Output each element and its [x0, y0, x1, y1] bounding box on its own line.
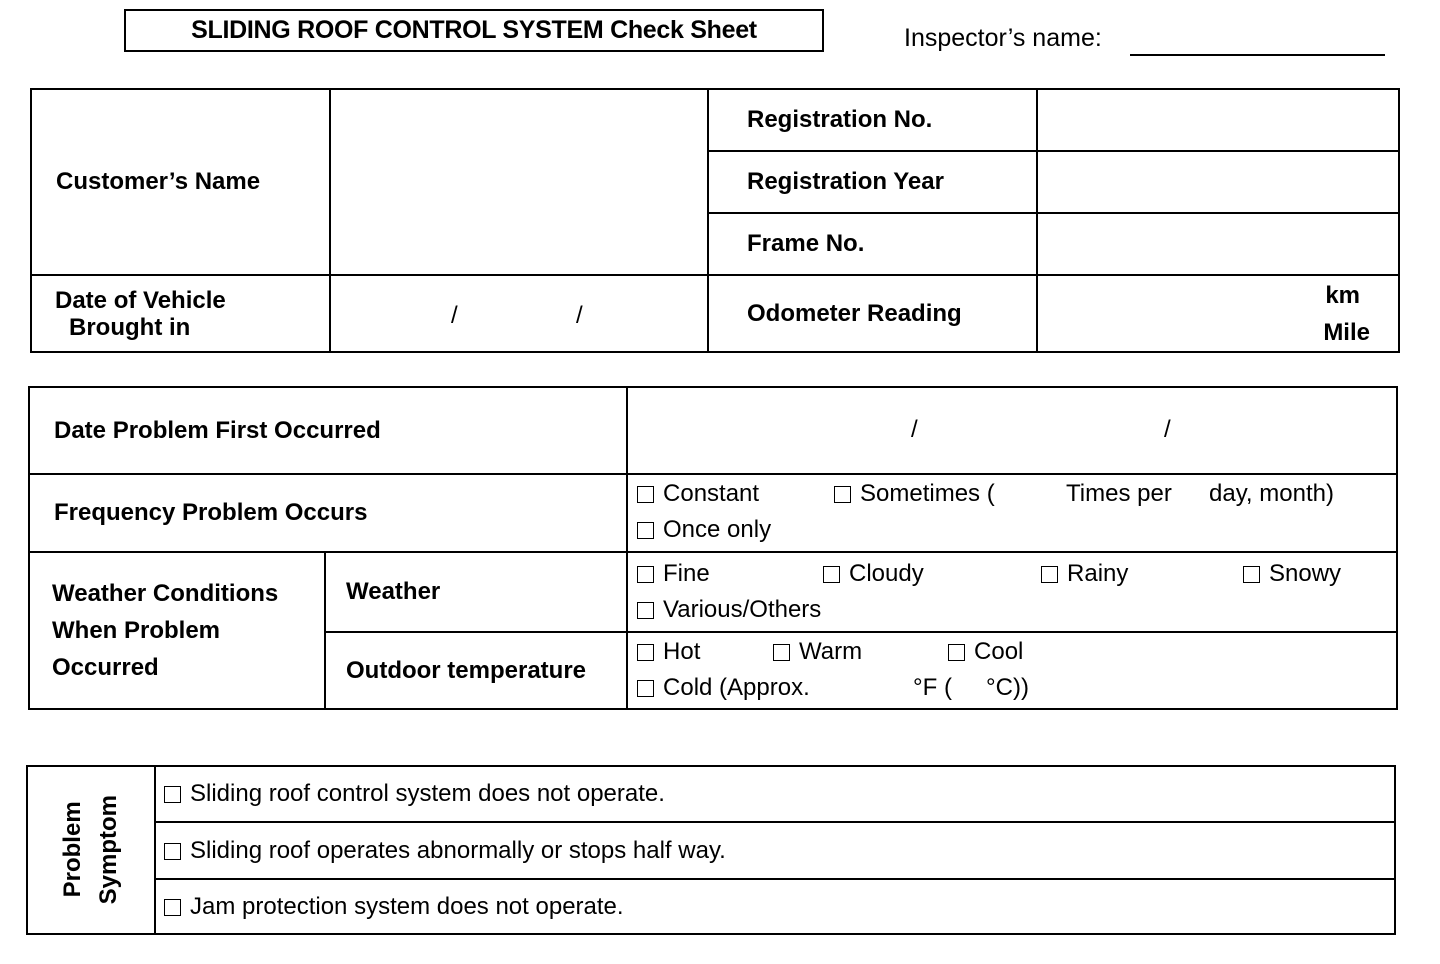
- checkbox[interactable]: [637, 680, 654, 697]
- heading-line2: Symptom: [95, 795, 122, 905]
- option-label: Constant: [663, 480, 760, 507]
- temp-unit-f: °F (: [913, 674, 952, 701]
- symptom-row[interactable]: [155, 879, 1395, 934]
- option-once-only[interactable]: [637, 516, 771, 544]
- symptom-label: Sliding roof operates abnormally or stops half way.: [190, 836, 726, 864]
- checkbox[interactable]: [164, 786, 181, 803]
- checkbox[interactable]: [637, 486, 654, 503]
- weather-conditions-line2: When Problem: [52, 617, 221, 644]
- odometer-reading-field[interactable]: [1037, 275, 1399, 352]
- option-various-others[interactable]: [637, 596, 821, 624]
- weather-options: [627, 552, 1397, 632]
- outdoor-temperature-label: Outdoor temperature: [325, 632, 627, 709]
- frame-no-label: Frame No.: [708, 213, 1037, 275]
- temperature-options: [627, 632, 1397, 709]
- unit-km: km: [1325, 281, 1360, 309]
- registration-no-label: Registration No.: [708, 89, 1037, 151]
- date-brought-in-line1: Date of Vehicle: [55, 286, 226, 314]
- option-warm[interactable]: [773, 638, 862, 666]
- checkbox[interactable]: [773, 644, 790, 661]
- checkbox[interactable]: [834, 486, 851, 503]
- checkbox[interactable]: [637, 522, 654, 539]
- odometer-reading-label: Odometer Reading: [708, 275, 1037, 352]
- unit-mile: Mile: [1323, 318, 1370, 346]
- heading-line1: Problem: [59, 801, 86, 899]
- weather-conditions-line3: Occurred: [52, 654, 159, 681]
- times-per-label: Times per: [1066, 480, 1172, 507]
- symptom-row[interactable]: [155, 766, 1395, 822]
- option-label: Once only: [663, 516, 772, 543]
- option-cool[interactable]: [948, 638, 1023, 666]
- option-label: Warm: [799, 638, 863, 665]
- option-fine[interactable]: [637, 560, 710, 588]
- weather-conditions-line1: Weather Conditions: [52, 580, 279, 607]
- checkbox[interactable]: [1041, 566, 1058, 583]
- option-cold[interactable]: [637, 674, 810, 702]
- customer-name-label: Customer’s Name: [31, 89, 330, 275]
- symptom-label: Sliding roof control system does not operate.: [190, 780, 665, 807]
- date-first-occurred-field[interactable]: [627, 387, 1397, 474]
- inspector-name-label: Inspector’s name:: [904, 24, 1102, 52]
- option-label: Snowy: [1269, 560, 1342, 587]
- weather-label: Weather: [325, 552, 627, 632]
- problem-symptom-heading: [27, 766, 155, 934]
- inspector-name-field[interactable]: [1130, 54, 1385, 56]
- registration-year-label: Registration Year: [708, 151, 1037, 213]
- checkbox[interactable]: [948, 644, 965, 661]
- symptom-row[interactable]: [155, 822, 1395, 879]
- checkbox[interactable]: [164, 899, 181, 916]
- date-separator: /: [576, 301, 583, 329]
- option-constant[interactable]: [637, 480, 759, 508]
- date-brought-in-label: [31, 275, 330, 352]
- customer-name-field[interactable]: [330, 89, 708, 275]
- date-separator: /: [911, 415, 918, 443]
- date-brought-in-field[interactable]: [330, 275, 708, 352]
- option-label: Rainy: [1067, 560, 1129, 587]
- option-hot[interactable]: [637, 638, 700, 666]
- option-label: Cold (Approx.: [663, 674, 810, 701]
- registration-no-field[interactable]: [1037, 89, 1399, 151]
- checkbox[interactable]: [637, 644, 654, 661]
- date-separator: /: [1164, 415, 1171, 443]
- vehicle-info-table: [30, 88, 1400, 353]
- option-snowy[interactable]: [1243, 560, 1341, 588]
- frequency-label: Frequency Problem Occurs: [29, 474, 627, 552]
- temp-unit-c: °C)): [986, 674, 1029, 701]
- day-month-label: day, month): [1209, 480, 1334, 507]
- frequency-options: [627, 474, 1397, 552]
- checkbox[interactable]: [637, 602, 654, 619]
- symptom-label: Jam protection system does not operate.: [190, 892, 624, 920]
- weather-conditions-label: [29, 552, 325, 709]
- option-sometimes[interactable]: [834, 480, 995, 508]
- date-first-occurred-label: Date Problem First Occurred: [29, 387, 627, 474]
- option-label: Various/Others: [663, 596, 822, 623]
- option-label: Sometimes (: [860, 480, 995, 507]
- option-label: Cloudy: [849, 560, 924, 587]
- problem-symptom-table: [26, 765, 1396, 935]
- option-label: Fine: [663, 560, 710, 587]
- problem-symptom-text: [55, 795, 127, 904]
- option-rainy[interactable]: [1041, 560, 1128, 588]
- checkbox[interactable]: [637, 566, 654, 583]
- problem-conditions-table: [28, 386, 1398, 710]
- checkbox[interactable]: [823, 566, 840, 583]
- sheet-title: SLIDING ROOF CONTROL SYSTEM Check Sheet: [124, 9, 824, 52]
- date-separator: /: [451, 301, 458, 329]
- option-label: Hot: [663, 638, 701, 665]
- option-label: Cool: [974, 638, 1024, 665]
- checkbox[interactable]: [1243, 566, 1260, 583]
- registration-year-field[interactable]: [1037, 151, 1399, 213]
- date-brought-in-line2: Brought in: [69, 313, 191, 341]
- option-cloudy[interactable]: [823, 560, 924, 588]
- checkbox[interactable]: [164, 843, 181, 860]
- frame-no-field[interactable]: [1037, 213, 1399, 275]
